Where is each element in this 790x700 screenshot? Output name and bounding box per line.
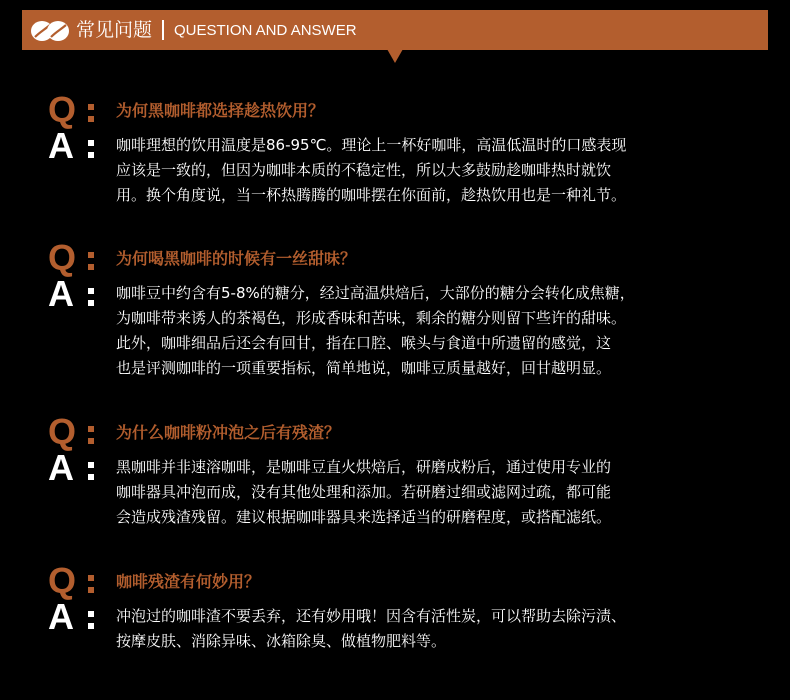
- question-marker: Q: [48, 89, 77, 130]
- answer-line: 应该是一致的，但因为咖啡本质的不稳定性，所以大多鼓励趁咖啡热时就饮: [116, 161, 612, 179]
- answer-marker: A: [48, 596, 74, 637]
- answer-colon: [88, 460, 94, 482]
- answer-line: 此外，咖啡细品后还会有回甘，指在口腔、喉头与食道中所遗留的感觉，这: [116, 334, 612, 352]
- answer-line: 咖啡豆中约含有5-8%的糖分，经过高温烘焙后，大部份的糖分会转化成焦糖，: [116, 284, 635, 302]
- answer-line: 冲泡过的咖啡渣不要丢弃，还有妙用哦！因含有活性炭，可以帮助去除污渍、: [116, 607, 627, 625]
- answer-colon: [88, 609, 94, 631]
- answer-line: 为咖啡带来诱人的茶褐色，形成香味和苦味，剩余的糖分则留下些许的甜味。: [116, 309, 627, 327]
- answer-text: [116, 133, 756, 208]
- answer-marker: A: [48, 125, 74, 166]
- answer-marker: A: [48, 447, 74, 488]
- answer-text: [116, 604, 756, 654]
- answer-line: 用。换个角度说，当一杯热腾腾的咖啡摆在你面前，趁热饮用也是一种礼节。: [116, 186, 627, 204]
- answer-line: 按摩皮肤、消除异味、冰箱除臭、做植物肥料等。: [116, 632, 447, 650]
- answer-marker: A: [48, 273, 74, 314]
- header-title: 常见问题: [76, 19, 153, 41]
- answer-line: 会造成残渣残留。建议根据咖啡器具来选择适当的研磨程度，或搭配滤纸。: [116, 508, 612, 526]
- question-text: 咖啡残渣有何妙用？: [116, 572, 261, 591]
- question-marker: Q: [48, 560, 77, 601]
- coffee-beans-icon: [30, 19, 70, 43]
- header-divider: [162, 20, 164, 40]
- answer-line: 也是评测咖啡的一项重要指标，简单地说，咖啡豆质量越好，回甘越明显。: [116, 359, 612, 377]
- answer-text: [116, 455, 756, 530]
- question-colon: [88, 573, 94, 595]
- question-marker: Q: [48, 411, 77, 452]
- answer-line: 咖啡理想的饮用温度是86-95℃。理论上一杯好咖啡，高温低温时的口感表现: [116, 136, 627, 154]
- header-subtitle: QUESTION AND ANSWER: [174, 22, 357, 39]
- question-colon: [88, 424, 94, 446]
- answer-line: 黑咖啡并非速溶咖啡，是咖啡豆直火烘焙后，研磨成粉后，通过使用专业的: [116, 458, 612, 476]
- question-marker: Q: [48, 237, 77, 278]
- header-bar: [22, 10, 768, 50]
- answer-colon: [88, 286, 94, 308]
- question-text: 为何喝黑咖啡的时候有一丝甜味？: [116, 249, 357, 268]
- header-notch: [387, 49, 403, 63]
- question-colon: [88, 250, 94, 272]
- question-text: 为何黑咖啡都选择趁热饮用？: [116, 101, 325, 120]
- question-text: 为什么咖啡粉冲泡之后有残渣？: [116, 423, 341, 442]
- answer-text: [116, 281, 756, 381]
- answer-colon: [88, 138, 94, 160]
- answer-line: 咖啡器具冲泡而成，没有其他处理和添加。若研磨过细或滤网过疏，都可能: [116, 483, 612, 501]
- question-colon: [88, 102, 94, 124]
